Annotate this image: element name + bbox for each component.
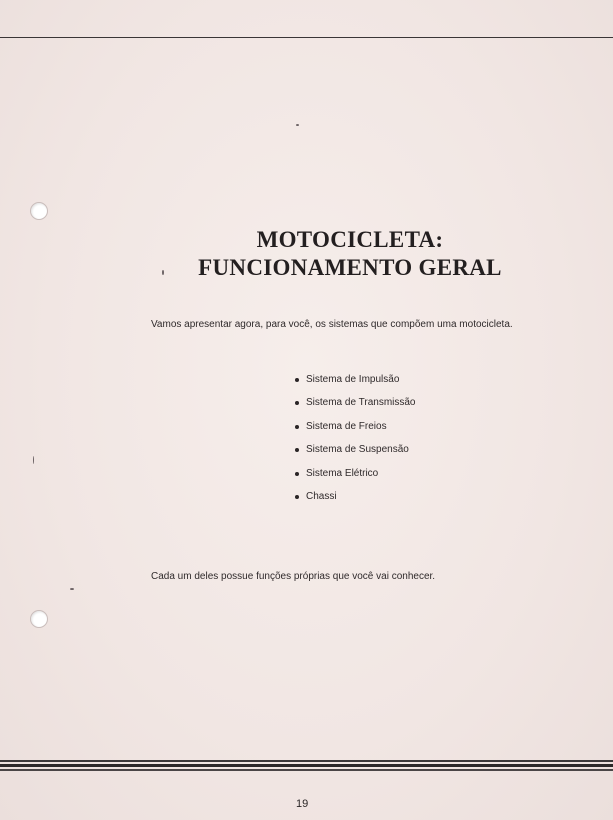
title-line-1: MOTOCICLETA:	[256, 227, 444, 252]
list-item	[295, 396, 416, 419]
paper-speck	[296, 124, 299, 126]
footer-rule-line	[0, 769, 613, 771]
list-item-label: Sistema de Freios	[306, 420, 387, 432]
binder-hole-bottom	[30, 610, 48, 628]
paper-speck	[33, 456, 34, 464]
intro-paragraph: Vamos apresentar agora, para você, os sistemas que compõem uma motocicleta.	[151, 319, 513, 330]
bullet-icon	[295, 401, 299, 405]
list-item	[295, 420, 416, 443]
bullet-icon	[295, 448, 299, 452]
list-item-label: Sistema de Suspensão	[306, 444, 409, 456]
list-item	[295, 373, 416, 396]
list-item	[295, 490, 416, 513]
bullet-icon	[295, 472, 299, 476]
list-item-label: Chassi	[306, 490, 337, 502]
footer-rule-line	[0, 764, 613, 767]
bullet-icon	[295, 425, 299, 429]
systems-list	[295, 373, 416, 513]
list-item	[295, 443, 416, 466]
binder-hole-top	[30, 202, 48, 220]
bullet-icon	[295, 378, 299, 382]
list-item-label: Sistema de Transmissão	[306, 397, 416, 409]
list-item-label: Sistema de Impulsão	[306, 374, 400, 385]
top-rule	[0, 37, 613, 38]
title-line-2: FUNCIONAMENTO GERAL	[198, 255, 502, 280]
page-number: 19	[296, 798, 309, 810]
closing-paragraph: Cada um deles possue funções próprias que você vai conhecer.	[151, 571, 436, 582]
list-item-label: Sistema Elétrico	[306, 467, 379, 479]
list-item	[295, 467, 416, 490]
footer-rule-line	[0, 760, 613, 762]
footer-rule-band	[0, 760, 613, 772]
page-title	[140, 226, 560, 282]
paper-speck	[70, 588, 74, 590]
bullet-icon	[295, 495, 299, 499]
